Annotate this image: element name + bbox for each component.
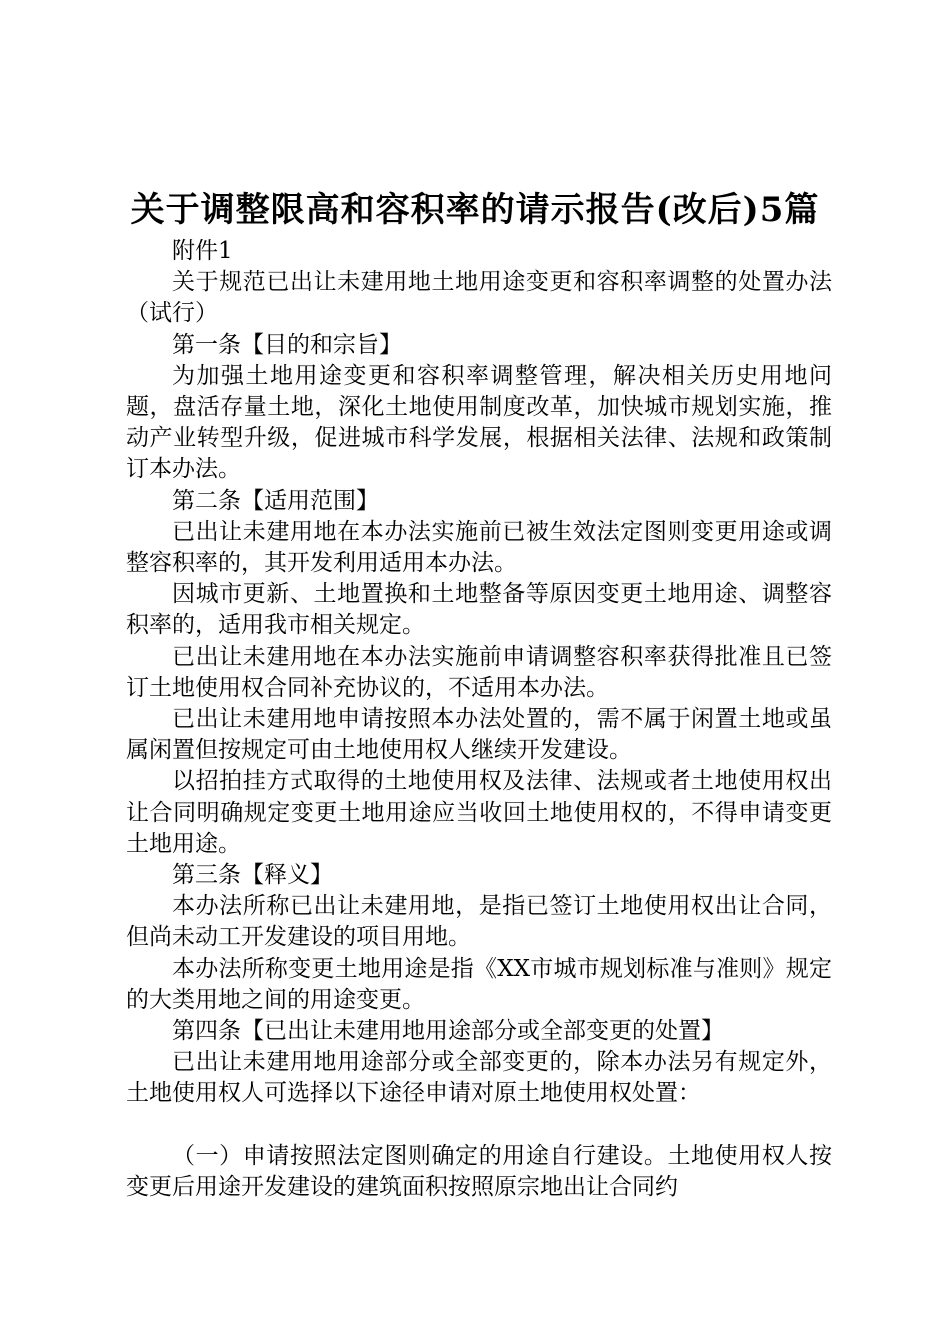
article-1-heading: 第一条【目的和宗旨】 — [172, 331, 402, 358]
attachment-label: 附件1 — [172, 238, 233, 264]
document-title: 关于调整限高和容积率的请示报告(改后)5篇 — [130, 190, 820, 230]
article-4-item-1: （一）申请按照法定图则确定的用途自行建设。土地使用权人按变更后用途开发建设的建筑面积按照原宗地出让合同约 — [126, 1142, 832, 1200]
article-3-text-2: 本办法所称变更土地用途是指《XX市城市规划标准与准则》规定的大类用地之间的用途变更。 — [126, 955, 832, 1013]
article-4-text-1: 已出让未建用地用途部分或全部变更的，除本办法另有规定外，土地使用权人可选择以下途径申请对原土地使用权处置： — [126, 1049, 832, 1107]
measures-title: 关于规范已出让未建用地土地用途变更和容积率调整的处置办法（试行） — [126, 269, 832, 327]
article-2-text-1: 已出让未建用地在本办法实施前已被生效法定图则变更用途或调整容积率的，其开发利用适用本办法。 — [126, 518, 832, 577]
article-1-text: 为加强土地用途变更和容积率调整管理，解决相关历史用地问题，盘活存量土地，深化土地使用制度改革，加快城市规划实施，推动产业转型升级，促进城市科学发展，根据相关法律、法规和政策制订本办法。 — [126, 362, 832, 483]
article-2-text-4: 已出让未建用地申请按照本办法处置的，需不属于闲置土地或虽属闲置但按规定可由土地使用权人继续开发建设。 — [126, 706, 832, 764]
document-body — [126, 236, 832, 1203]
article-2-heading: 第二条【适用范围】 — [172, 487, 379, 514]
article-3-heading: 第三条【释义】 — [172, 862, 333, 889]
article-2-text-2: 因城市更新、土地置换和土地整备等原因变更土地用途、调整容积率的，适用我市相关规定。 — [126, 581, 832, 639]
article-4-heading: 第四条【已出让未建用地用途部分或全部变更的处置】 — [172, 1018, 724, 1045]
article-2-text-3: 已出让未建用地在本办法实施前申请调整容积率获得批准且已签订土地使用权合同补充协议的，不适用本办法。 — [126, 643, 832, 701]
article-2-text-5: 以招拍挂方式取得的土地使用权及法律、法规或者土地使用权出让合同明确规定变更土地用途应当收回土地使用权的，不得申请变更土地用途。 — [126, 768, 832, 857]
article-3-text-1: 本办法所称已出让未建用地，是指已签订土地使用权出让合同，但尚未动工开发建设的项目用地。 — [126, 893, 832, 951]
